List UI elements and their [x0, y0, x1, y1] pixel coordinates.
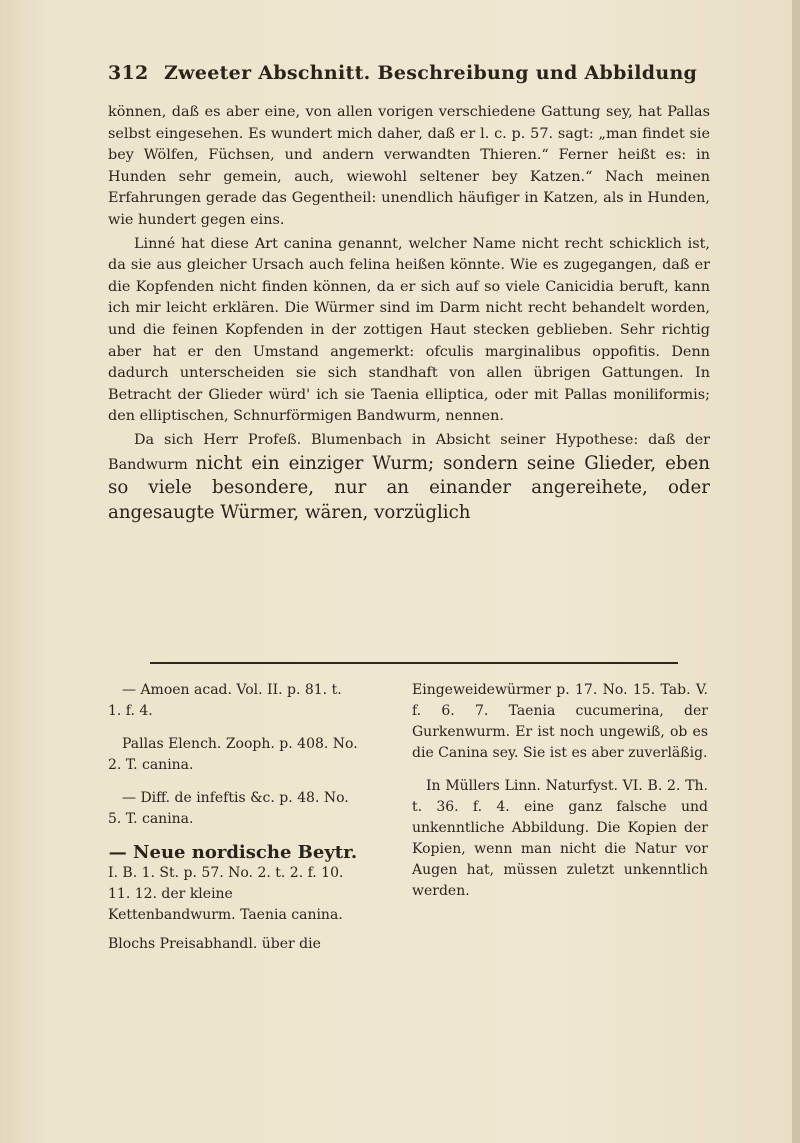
paragraph-1: können, daß es aber eine, von allen vorigen verschiedene Gattung sey, hat Pallas selbst eingesehen. Es wundert mich daher, daß er l. c. p. 57. sagt: „man findet sie bey Wölfen, Füchsen, und andern verwandten Thieren.“ Ferner heißt es: in Hunden sehr gemein, auch, wiewohl seltener bey Katzen.“ Nach meinen Erfahrungen gerade das Gegentheil: unendlich häufiger in Katzen, als in Hunden, wie hundert gegen eins.: [108, 104, 710, 228]
paragraph-3: [108, 430, 710, 525]
footnote-diff: — Diff. de infeftis &c. p. 48. No. 5. T. canina.: [108, 790, 349, 827]
footnote-heading-neue-beytr: — Neue nordische Beytr.: [108, 842, 358, 863]
footnote-muellers: In Müllers Linn. Naturfyst. VI. B. 2. Th. t. 36. f. 4. eine ganz falsche und unkenntliche Abbildung. Die Kopien der Kopien, wenn man nicht die Natur vor Augen hat, müssen zuletzt unkenntlich werden.: [412, 778, 708, 899]
footnotes-right-column: [412, 680, 708, 914]
main-text: [108, 102, 710, 527]
footnotes-left-column: [108, 680, 358, 967]
footnote-pallas: Pallas Elench. Zooph. p. 408. No. 2. T. canina.: [108, 736, 358, 773]
footnote-neue-beytr: I. B. 1. St. p. 57. No. 2. t. 2. f. 10. 11. 12. der kleine Kettenbandwurm. Taenia canina.: [108, 865, 344, 923]
page-edge: [792, 0, 800, 1143]
paragraph-2: Linné hat diese Art canina genannt, welcher Name nicht recht schicklich ist, da sie aus gleicher Ursach auch felina heißen könnte. Wie es zugegangen, daß er die Kopfenden nicht finden können, da er sich auf so viele Canicidia beruft, kann ich mir leicht erklären. Die Würmer sind im Darm nicht recht behandelt worden, und die feinen Kopfenden in der zottigen Haut stecken geblieben. Sehr richtig aber hat er den Umstand angemerkt: ofculis marginalibus oppofitis. Denn dadurch unterscheiden sie sich standhaft von allen übrigen Gattungen. In Betracht der Glieder würd' ich sie Taenia elliptica, oder mit Pallas moniliformis; den elliptischen, Schnurförmigen Bandwurm, nennen.: [108, 235, 710, 425]
footnote-amoen: — Amoen acad. Vol. II. p. 81. t. 1. f. 4.: [108, 682, 342, 719]
footnote-divider: [150, 662, 678, 664]
page-header: [108, 62, 708, 84]
paragraph-3-text: Da sich Herr Profeß. Blumenbach in Absicht seiner Hypothese: daß der Bandwurm: [108, 431, 710, 473]
paragraph-3-large-text: nicht ein einziger Wurm; sondern seine Glieder, eben so viele besondere, nur an einander angereihete, oder angesaugte Würmer, wären, vorzüglich: [108, 452, 710, 523]
footnote-blochs: Blochs Preisabhandl. über die: [108, 936, 321, 952]
running-title: Zweeter Abschnitt. Beschreibung und Abbildung: [164, 62, 698, 84]
page-number: 312: [108, 62, 149, 84]
footnote-eingeweide: Eingeweidewürmer p. 17. No. 15. Tab. V. f. 6. 7. Taenia cucumerina, der Gurkenwurm. Er ist noch ungewiß, ob es die Canina sey. Sie ist es aber zuverläßig.: [412, 682, 708, 761]
